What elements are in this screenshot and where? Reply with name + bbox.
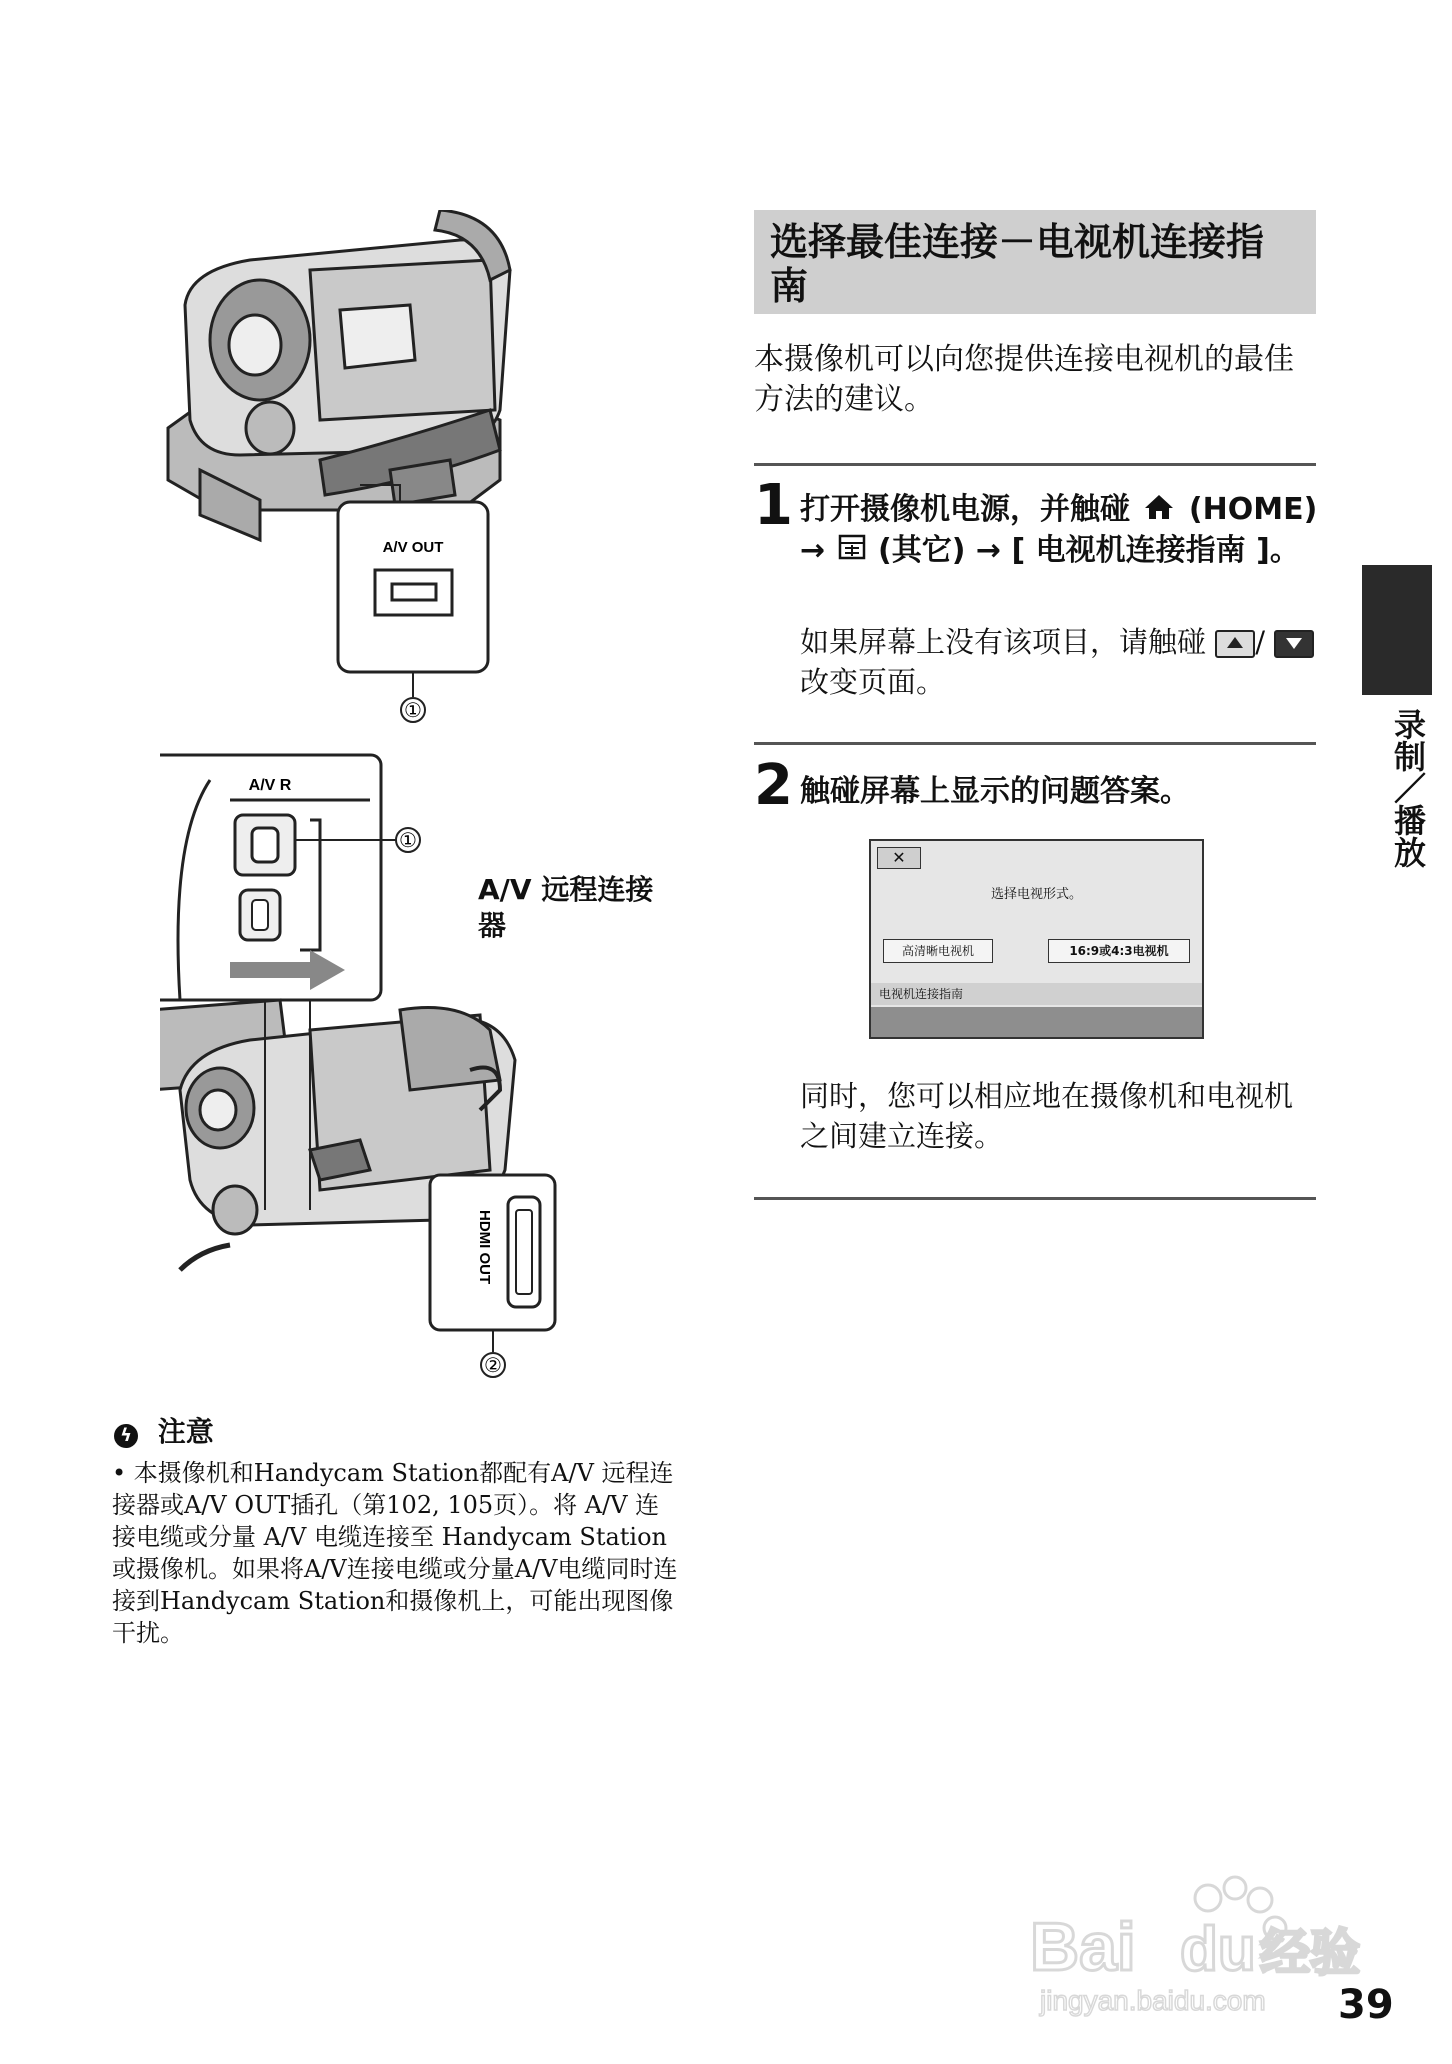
av-out-label: A/V OUT [382, 539, 444, 556]
scroll-up-icon [1215, 630, 1255, 658]
tv-connect-guide-screen [869, 839, 1204, 1039]
chapter-tab [1362, 565, 1432, 695]
divider-bottom [754, 1197, 1316, 1200]
step-1-tv-guide-label: [ 电视机连接指南 ]。 [1011, 532, 1300, 568]
divider-top [754, 463, 1316, 466]
step-1-home-label: (HOME) [1188, 492, 1318, 527]
step-1-other-label: (其它) [878, 532, 966, 568]
step-1-text-a: 打开摄像机电源，并触碰 [800, 492, 1130, 527]
av-r-label: A/V R [248, 777, 292, 794]
camcorder-connection-figure [160, 210, 720, 1380]
section-title: 选择最佳连接－电视机连接指南 [754, 210, 1316, 314]
callout-number-1-remote: ① [399, 828, 417, 852]
home-icon [1144, 491, 1174, 531]
page-number: 39 [1338, 1982, 1394, 2028]
step-1-sub-b: 改变页面。 [800, 665, 946, 699]
divider-mid [754, 742, 1316, 745]
sd-tv-option-button[interactable]: 16:9或4:3电视机 [1048, 939, 1190, 963]
callout-number-2: ② [484, 1353, 502, 1377]
arrow-2: → [975, 532, 1002, 568]
watermark-cn: 经验 [1260, 1924, 1360, 1982]
step-1-sub-a: 如果屏幕上没有该项目，请触碰 [800, 625, 1207, 659]
step-1-note: 如果屏幕上没有该项目，请触碰 / 改变页面。 [800, 622, 1320, 702]
watermark-url: jingyan.baidu.com [1040, 1985, 1266, 2016]
step-2-number: 2 [754, 753, 793, 818]
step-1-number: 1 [754, 473, 793, 538]
close-button[interactable]: ✕ [877, 847, 921, 869]
arrow-1: → [800, 532, 826, 568]
watermark-brand-du: du [1180, 1915, 1256, 1984]
hd-tv-option-button[interactable]: 高清晰电视机 [883, 939, 993, 963]
hdmi-out-label: HDMI OUT [476, 1210, 493, 1285]
screen-prompt: 选择电视形式。 [990, 887, 1082, 902]
note-body: • 本摄像机和Handycam Station都配有A/V 远程连接器或A/V OUT插孔（第102, 105页）。将 A/V 连接电缆或分量 A/V 电缆连接至 Handycam Station或摄像机。如果将A/V连接电缆或分量A/V电缆同时连接到Handycam Station和摄像机上，可能出现图像干扰。 [112, 1459, 678, 1647]
step-2-instruction: 触碰屏幕上显示的问题答案。 [800, 774, 1190, 809]
other-menu-icon [838, 531, 866, 571]
chapter-tab-label: 录制／播放 [1389, 708, 1427, 868]
av-remote-connector-label: A/V 远程连接器 [478, 873, 654, 942]
note-title: 注意 [157, 1415, 214, 1448]
scroll-down-icon [1274, 630, 1314, 658]
callout-number-1-top: ① [404, 698, 422, 722]
baidu-watermark [1030, 1870, 1370, 2020]
watermark-brand: Bai [1030, 1909, 1136, 1985]
note-heading [114, 1410, 214, 1450]
section-intro: 本摄像机可以向您提供连接电视机的最佳方法的建议。 [754, 342, 1294, 417]
step-1-instruction [800, 490, 1320, 571]
screen-footer-title: 电视机连接指南 [871, 983, 1202, 1005]
caution-icon: ϟ [114, 1424, 138, 1448]
screen-bottom-band [871, 1007, 1202, 1037]
step-2-note: 同时，您可以相应地在摄像机和电视机之间建立连接。 [800, 1079, 1294, 1153]
